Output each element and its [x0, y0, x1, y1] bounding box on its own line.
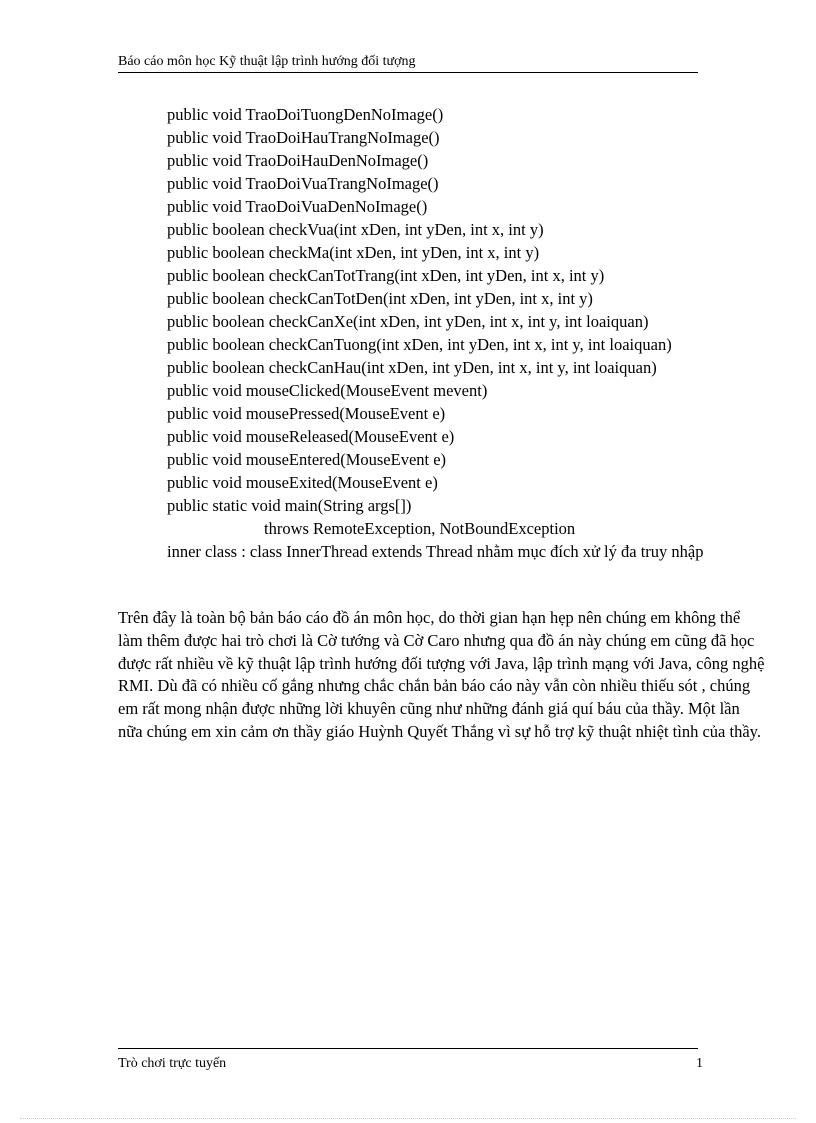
code-line: public boolean checkCanTotTrang(int xDen, int yDen, int x, int y) [167, 266, 605, 285]
code-line: public void mouseReleased(MouseEvent e) [167, 427, 455, 446]
summary-paragraph: Trên đây là toàn bộ bản báo cáo đồ án môn học, do thời gian hạn hẹp nên chúng em không thể làm thêm được hai trò chơi là Cờ tướng và Cờ Caro nhưng qua đồ án này chúng em cũng đã học được rất nhiều về kỹ thuật lập trình hướng đối tượng với Java, lập trình mạng với Java, công nghệ RMI. Dù đã có nhiều cố gắng nhưng chắc chắn bản báo cáo này vẫn còn nhiều thiếu sót , chúng em rất mong nhận được những lời khuyên cũng như những đánh giá quí báu của thầy. Một lần nữa chúng em xin cảm ơn thầy giáo Huỳnh Quyết Thắng vì sự hỗ trợ kỹ thuật nhiệt tình của thầy. [118, 608, 765, 741]
code-line: public void TraoDoiHauDenNoImage() [167, 151, 429, 170]
code-line: public void TraoDoiVuaTrangNoImage() [167, 174, 439, 193]
code-line: public boolean checkMa(int xDen, int yDen, int x, int y) [167, 243, 540, 262]
code-line: public static void main(String args[]) [167, 496, 412, 515]
footer-divider [118, 1048, 698, 1049]
code-line: public void TraoDoiVuaDenNoImage() [167, 197, 428, 216]
page-edge-divider [20, 1118, 796, 1119]
code-line: public boolean checkCanHau(int xDen, int yDen, int x, int y, int loaiquan) [167, 358, 657, 377]
code-line: public boolean checkCanTotDen(int xDen, int yDen, int x, int y) [167, 289, 593, 308]
code-line: public void TraoDoiHauTrangNoImage() [167, 128, 440, 147]
footer-title: Trò chơi trực tuyến [118, 1056, 227, 1071]
page-number: 1 [696, 1056, 703, 1071]
code-line: public boolean checkCanTuong(int xDen, int yDen, int x, int y, int loaiquan) [167, 335, 672, 354]
code-line: public void mouseExited(MouseEvent e) [167, 473, 438, 492]
code-line: public boolean checkVua(int xDen, int yDen, int x, int y) [167, 220, 544, 239]
code-line: public void TraoDoiTuongDenNoImage() [167, 105, 444, 124]
code-line: public boolean checkCanXe(int xDen, int yDen, int x, int y, int loaiquan) [167, 312, 649, 331]
code-line: public void mouseClicked(MouseEvent mevent) [167, 381, 488, 400]
code-line: public void mousePressed(MouseEvent e) [167, 404, 446, 423]
code-line: public void mouseEntered(MouseEvent e) [167, 450, 447, 469]
header-title: Báo cáo môn học Kỹ thuật lập trình hướng đối tượng [118, 54, 416, 69]
code-line-continuation: throws RemoteException, NotBoundException [264, 519, 576, 538]
inner-class-description: inner class : class InnerThread extends Thread nhằm mục đích xử lý đa truy nhập [167, 542, 704, 561]
method-list [167, 103, 767, 540]
page-header [118, 54, 698, 73]
